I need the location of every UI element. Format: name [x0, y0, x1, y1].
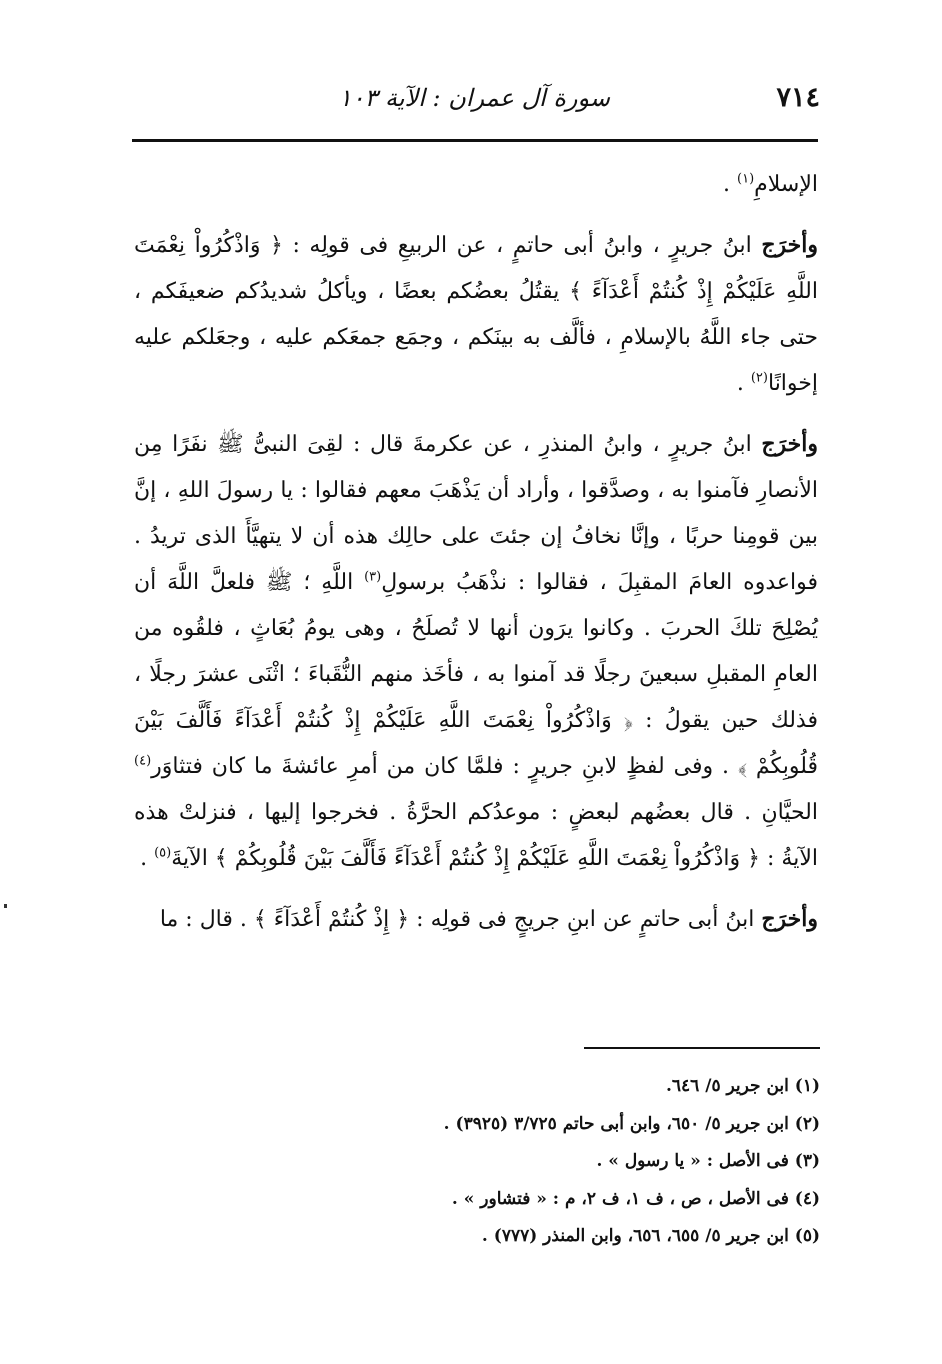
paragraph-3: وأخرَج ابنُ جريرٍ ، وابنُ المنذرِ ، عن عكرمةَ قال : لقِىَ النبىُّ ﷺ نفَرًا مِن الأنصارِ فآمنوا به ، وصدَّقوا ، وأراد أن يَذْهَبَ معهم فقالوا : يا رسولَ اللهِ ، إنَّ بين قومِنا حربًا ، وإنَّا نخافُ إن جئتَ على حالِك هذه أن لا يتهيَّأَ الذى تريدُ . فواعدوه العامَ المقبِلَ ، فقالوا : نذْهَبُ برسولِ$^{(٣)}$ اللَّهِ ؛ ﷺ فلعلَّ اللَّهَ أن يُصْلِحَ تلكَ الحربَ . وكانوا يرَون أنها لا تُصلَحُ ، وهى يومُ بُعَاثٍ ، فلقُوه من العامِ المقبلِ سبعينَ رجلًا قد آمنوا به ، فأخَذ منهم النُّقَباءَ ؛ اثْنَى عشرَ رجلًا ، فذلك حين يقولُ : ﴿ وَاذْكُرُواْ نِعْمَتَ اللَّهِ عَلَيْكُمْ إِذْ كُنتُمْ أَعْدَآءً فَأَلَّفَ بَيْنَ قُلُوبِكُمْ ﴾ . وفى لفظٍ لابنِ جريرٍ : فلمَّا كان من أمرِ عائشةَ ما كان فتثاوَر$^{(٤)}$ الحيَّانِ . قال بعضُهم لبعضٍ : موعدُكم الحرَّةُ . فخرجوا إليها ، فنزلتْ هذه الآيةُ : ﴿ وَاذْكُرُواْ نِعْمَتَ اللَّهِ عَلَيْكُمْ إِذْ كُنتُمْ أَعْدَآءً فَأَلَّفَ بَيْنَ قُلُوبِكُمْ ﴾ الآيةَ$^{(٥)}$ . — [134, 431, 818, 871]
paragraph-4: وأخرَج ابنُ أبى حاتمٍ عن ابنِ جريجٍ فى قولِه : ﴿ إِذْ كُنتُمْ أَعْدَآءً ﴾ . قال : ما — [159, 906, 818, 932]
header-rule — [132, 139, 818, 142]
footnote-2: (٢) ابن جرير ٥/ ٦٥٠، وابن أبى حاتم ٣/٧٢٥ (٣٩٢٥) . — [443, 1113, 820, 1134]
footnote-ref-5[interactable]: (٥) — [154, 845, 172, 861]
footnote-3: (٣) فى الأصل : « يا رسول » . — [596, 1151, 820, 1171]
page-header — [132, 82, 820, 126]
main-text — [134, 162, 818, 943]
paragraph-lead: وأخرَج — [761, 906, 818, 932]
page-number: ٧١٤ — [776, 82, 820, 113]
footnote-rule — [584, 1047, 820, 1049]
footnote-5: (٥) ابن جرير ٥/ ٦٥٥، ٦٥٦، وابن المنذر (٧٧٧) . — [481, 1226, 820, 1246]
footnote-ref-3[interactable]: (٣) — [364, 569, 382, 585]
footnote-4: (٤) فى الأصل ، ص ، ف ١، ف ٢، م : « فتشاور » . — [451, 1188, 820, 1209]
paragraph-lead: وأخرَج — [761, 431, 818, 457]
paragraph-2: وأخرَج ابنُ جريرٍ ، وابنُ أبى حاتمٍ ، عن الربيعِ فى قولِه : ﴿ وَاذْكُرُواْ نِعْمَتَ اللَّهِ عَلَيْكُمْ إِذْ كُنتُمْ أَعْدَآءً ﴾ يقتُلُ بعضُكم بعضًا ، ويأكلُ شديدُكم ضعيفَكم ، حتى جاء اللَّهُ بالإسلامِ ، فألَّف به بينَكم ، وجمَع جمعَكم عليه ، وجعَلكم عليه إخوانًا$^{(٢)}$ . — [134, 232, 818, 396]
paragraph-lead: وأخرَج — [761, 232, 818, 258]
footnote-1: (١) ابن جرير ٥/ ٦٤٦. — [666, 1076, 820, 1096]
scan-mark — [4, 904, 7, 908]
footnote-ref-2[interactable]: (٢) — [750, 370, 768, 386]
paragraph-1: الإسلامِ$^{(١)}$ . — [723, 171, 818, 197]
running-title: سورة آل عمران : الآية ١٠٣ — [338, 84, 610, 112]
footnote-ref-1[interactable]: (١) — [737, 171, 755, 187]
footnotes — [134, 1068, 820, 1256]
footnote-ref-4[interactable]: (٤) — [134, 753, 152, 769]
